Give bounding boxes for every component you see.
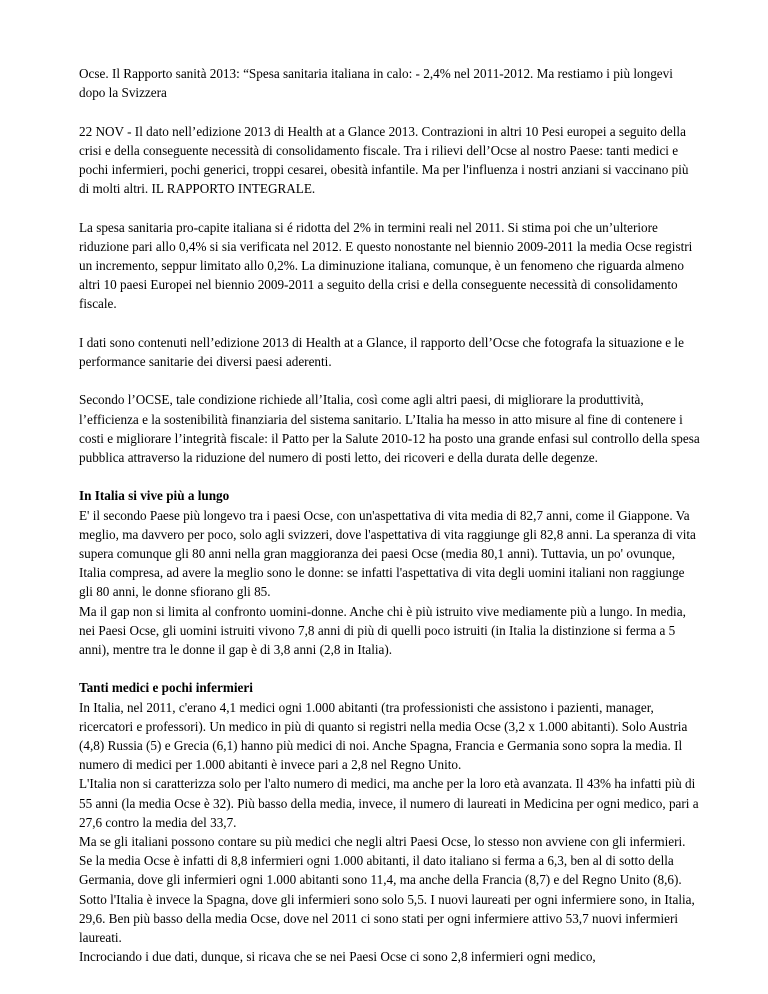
section-heading: In Italia si vive più a lungo <box>79 488 230 504</box>
document-title <box>79 64 701 102</box>
section-paragraph: Incrociando i due dati, dunque, si ricava che se nei Paesi Ocse ci sono 2,8 infermieri ogni medico, <box>79 949 596 965</box>
body-paragraph: I dati sono contenuti nell’edizione 2013 di Health at a Glance, il rapporto dell’Ocse che fotografa la situazione e le performance sanitarie dei diversi paesi aderenti. <box>79 334 684 369</box>
body-paragraph: La spesa sanitaria pro-capite italiana si é ridotta del 2% in termini reali nel 2011. Si stima poi che un’ulteriore riduzione pari allo 0,4% si sia verificata nel 2012. E questo nonostante nel biennio 2009-2011 la media Ocse registri un incremento, seppur limitato allo 0,2%. La diminuzione italiana, comunque, è un fenomeno che riguarda almeno altri 10 paesi Europei nel biennio 2009-2011 a seguito della crisi e della conseguente necessità di consolidamento fiscale. <box>79 219 693 312</box>
lead-paragraph: 22 NOV - Il dato nell’edizione 2013 di Health at a Glance 2013. Contrazioni in altri 10 Pesi europei a seguito della crisi e della conseguente necessità di consolidamento fiscale. Tra i rilievi dell’Ocse al nostro Paese: tanti medici e pochi infermieri, pochi generici, troppi cesarei, obesità infantile. Ma per l'influenza i nostri anziani si vaccinano più di molti altri. IL RAPPORTO INTEGRALE. <box>79 123 689 197</box>
document-page <box>79 64 701 966</box>
section-heading: Tanti medici e pochi infermieri <box>79 680 253 696</box>
section-paragraph: E' il secondo Paese più longevo tra i paesi Ocse, con un'aspettativa di vita media di 82,7 anni, come il Giappone. Va meglio, ma davvero per poco, solo agli svizzeri, dove l'aspettativa di vita raggiunge gli 82,8 anni. La speranza di vita supera comunque gli 80 anni nella gran maggioranza dei paesi Ocse (media 80,1 anni). Tuttavia, un po' ovunque, Italia compresa, ad avere la meglio sono le donne: se infatti l'aspettativa di vita degli uomini italiani non raggiunge gli 80 anni, le donne sfiorano gli 85. <box>79 507 696 600</box>
section-longevity <box>79 486 701 659</box>
section-paragraph: L'Italia non si caratterizza solo per l'alto numero di medici, ma anche per la loro età avanzata. Il 43% ha infatti più di 55 anni (la media Ocse è 32). Più basso della media, invece, il numero di laureati in Medicina per ogni medico, pari a 27,6 contro la media del 33,7. <box>79 776 699 830</box>
section-paragraph: Ma se gli italiani possono contare su più medici che negli altri Paesi Ocse, lo stesso non avviene con gli infermieri. Se la media Ocse è infatti di 8,8 infermieri ogni 1.000 abitanti, il dato italiano si ferma a 6,3, ben al di sotto della Germania, dove gli infermieri ogni 1.000 abitanti sono 11,4, ma anche della Francia (8,7) e del Regno Unito (8,6). Sotto l'Italia è invece la Spagna, dove gli infermieri sono solo 5,5. I nuovi laureati per ogni infermiere sono, in Italia, 29,6. Ben più basso della media Ocse, dove nel 2011 ci sono stati per ogni infermiere attivo 53,7 nuovi infermieri laureati. <box>79 834 695 946</box>
title-text: Ocse. Il Rapporto sanità 2013: “Spesa sanitaria italiana in calo: - 2,4% nel 2011-2012. Ma restiamo i più longevi dopo la Svizzera <box>79 66 673 101</box>
section-paragraph: In Italia, nel 2011, c'erano 4,1 medici ogni 1.000 abitanti (tra professionisti che assistono i pazienti, manager, ricercatori e professori). Un medico in più di quanto si registri nella media Ocse (3,2 x 1.000 abitanti). Solo Austria (4,8) Russia (5) e Grecia (6,1) hanno più medici di noi. Anche Spagna, Francia e Germania sono sopra la media. Il numero di medici per 1.000 abitanti è invece pari a 2,8 nel Regno Unito. <box>79 699 688 773</box>
section-doctors-nurses <box>79 678 701 966</box>
section-paragraph: Ma il gap non si limita al confronto uomini-donne. Anche chi è più istruito vive mediamente più a lungo. In media, nei Paesi Ocse, gli uomini istruiti vivono 7,8 anni di più di quelli poco istruiti (in Italia la distinzione si ferma a 5 anni), mentre tra le donne il gap è di 3,8 anni (2,8 in Italia). <box>79 603 686 658</box>
body-paragraph: Secondo l’OCSE, tale condizione richiede all’Italia, così come agli altri paesi, di migliorare la produttività, l’efficienza e la sostenibilità finanziaria del sistema sanitario. L’Italia ha messo in atto misure al fine di contenere i costi e migliorare l’integrità fiscale: il Patto per la Salute 2010-12 ha posto una grande enfasi sul controllo della spesa pubblica attraverso la riduzione del numero di posti letto, dei ricoveri e della durata delle degenze. <box>79 392 700 465</box>
